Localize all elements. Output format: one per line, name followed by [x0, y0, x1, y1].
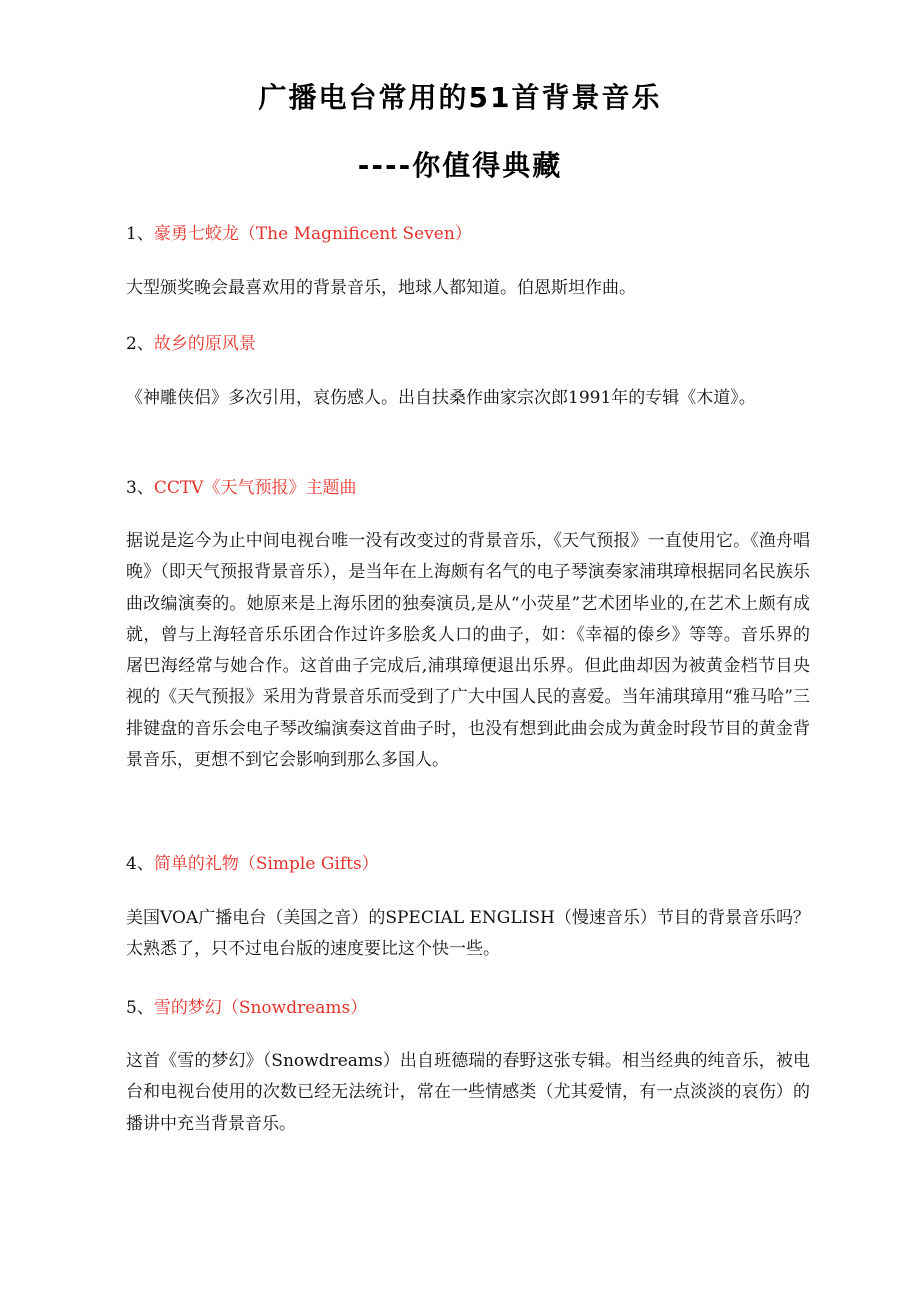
entry-description-4: 美国VOA广播电台（美国之音）的SPECIAL ENGLISH（慢速音乐）节目的背景音乐吗？太熟悉了，只不过电台版的速度要比这个快一些。	[126, 908, 810, 960]
entry-title: CCTV《天气预报》主题曲	[153, 478, 357, 498]
entry-title: 简单的礼物（Simple Gifts）	[153, 854, 379, 874]
document-subtitle: ----你值得典藏	[357, 149, 563, 182]
entry-number: 4、	[126, 854, 154, 874]
entry-number: 3、	[126, 478, 154, 498]
entry-heading-4	[126, 851, 379, 877]
entry-description-5: 这首《雪的梦幻》（Snowdreams）出自班德瑞的春野这张专辑。相当经典的纯音乐，被电台和电视台使用的次数已经无法统计，常在一些情感类（尤其爱情，有一点淡淡的哀伤）的播讲中充当背景音乐。	[126, 1051, 810, 1134]
entry-title: 豪勇七蛟龙（The Magnificent Seven）	[153, 224, 472, 244]
entry-heading-3	[126, 475, 356, 501]
entry-description-2: 《神雕侠侣》多次引用，哀伤感人。出自扶桑作曲家宗次郎1991年的专辑《木道》。	[126, 388, 756, 408]
entry-title: 雪的梦幻（Snowdreams）	[153, 998, 368, 1018]
entry-description-1: 大型颁奖晚会最喜欢用的背景音乐，地球人都知道。伯恩斯坦作曲。	[126, 278, 636, 298]
entry-heading-2	[126, 331, 256, 357]
entry-heading-1	[126, 221, 472, 247]
entry-description-3: 据说是迄今为止中间电视台唯一没有改变过的背景音乐，《天气预报》一直使用它。《渔舟唱晚》（即天气预报背景音乐），是当年在上海颇有名气的电子琴演奏家浦琪璋根据同名民族乐曲改编演奏的。她原来是上海乐团的独奏演员,是从“小荧星”艺术团毕业的,在艺术上颇有成就，曾与上海轻音乐乐团合作过许多脍炙人口的曲子，如：《幸福的傣乡》等等。音乐界的屠巴海经常与她合作。这首曲子完成后,浦琪璋便退出乐界。但此曲却因为被黄金档节目央视的《天气预报》采用为背景音乐而受到了广大中国人民的喜爱。当年浦琪璋用“雅马哈”三排键盘的音乐会电子琴改编演奏这首曲子时，也没有想到此曲会成为黄金时段节目的黄金背景音乐，更想不到它会影响到那么多国人。	[126, 531, 810, 771]
entry-title: 故乡的原风景	[153, 334, 256, 354]
entry-heading-5	[126, 995, 367, 1021]
document-title: 广播电台常用的51首背景音乐	[258, 81, 662, 114]
entry-number: 2、	[126, 334, 154, 354]
entry-number: 1、	[126, 224, 154, 244]
entry-number: 5、	[126, 998, 154, 1018]
